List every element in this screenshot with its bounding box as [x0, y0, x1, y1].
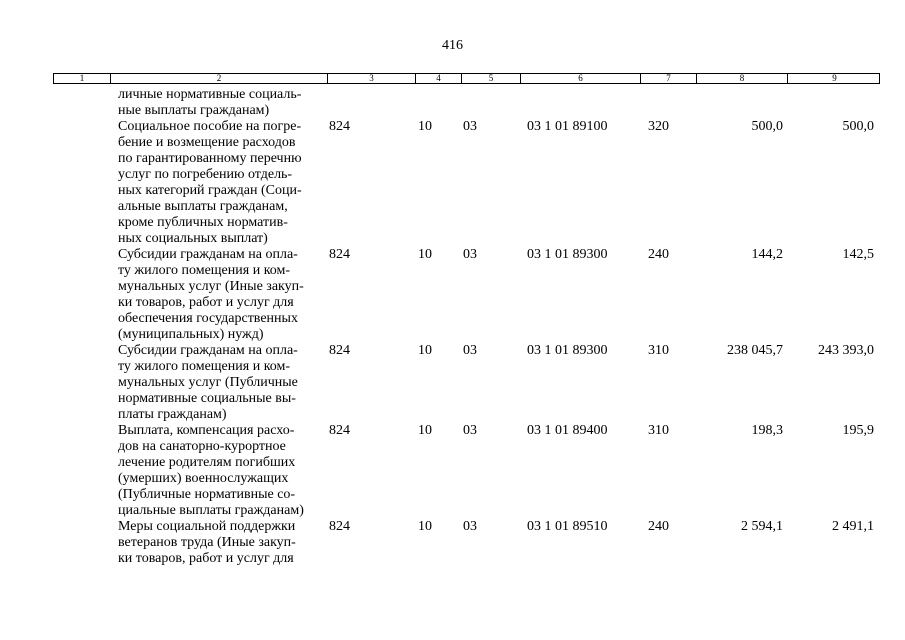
- cell-ministry-code: 824: [329, 119, 350, 134]
- desc-line: циальные выплаты гражданам): [118, 503, 304, 518]
- cell-expense-type: 240: [648, 247, 669, 262]
- desc-line: (умерших) военнослужащих: [118, 471, 289, 486]
- table-row: [0, 247, 905, 343]
- page-number: 416: [442, 38, 463, 53]
- cell-amount-2: 500,0: [842, 119, 874, 134]
- desc-line: мунальных услуг (Иные закуп-: [118, 279, 304, 294]
- desc-line: ки товаров, работ и услуг для: [118, 551, 294, 566]
- cell-section: 10: [418, 119, 432, 134]
- cell-subsection: 03: [463, 247, 477, 262]
- table-row: [0, 519, 905, 567]
- header-col-2: 2: [111, 74, 328, 83]
- cell-section: 10: [418, 247, 432, 262]
- desc-line: Субсидии гражданам на опла-: [118, 343, 298, 358]
- continuation-text: [118, 87, 323, 119]
- desc-line: (муниципальных) нужд): [118, 327, 264, 342]
- desc-line: ных социальных выплат): [118, 231, 268, 246]
- cell-subsection: 03: [463, 423, 477, 438]
- cell-subsection: 03: [463, 519, 477, 534]
- cell-target-article: 03 1 01 89510: [527, 519, 608, 534]
- header-col-1: 1: [54, 74, 111, 83]
- desc-line: бение и возмещение расходов: [118, 135, 296, 150]
- row-description: [118, 119, 323, 247]
- cell-section: 10: [418, 423, 432, 438]
- desc-line: дов на санаторно-курортное: [118, 439, 286, 454]
- cell-expense-type: 310: [648, 423, 669, 438]
- desc-line: (Публичные нормативные со-: [118, 487, 296, 502]
- desc-line: мунальных услуг (Публичные: [118, 375, 298, 390]
- cell-amount-1: 144,2: [751, 247, 783, 262]
- table-row: [0, 423, 905, 519]
- cell-target-article: 03 1 01 89100: [527, 119, 608, 134]
- cell-amount-2: 2 491,1: [832, 519, 874, 534]
- desc-line: по гарантированному перечню: [118, 151, 302, 166]
- cell-expense-type: 320: [648, 119, 669, 134]
- cell-amount-1: 198,3: [751, 423, 783, 438]
- desc-line: ту жилого помещения и ком-: [118, 263, 291, 278]
- desc-line: нормативные социальные вы-: [118, 391, 296, 406]
- cell-section: 10: [418, 343, 432, 358]
- header-col-7: 7: [641, 74, 697, 83]
- cell-target-article: 03 1 01 89300: [527, 343, 608, 358]
- desc-line: Субсидии гражданам на опла-: [118, 247, 298, 262]
- desc-line: Социальное пособие на погре-: [118, 119, 302, 134]
- desc-line: услуг по погребению отдель-: [118, 167, 293, 182]
- table-row: [0, 343, 905, 423]
- desc-line: кроме публичных норматив-: [118, 215, 288, 230]
- header-col-5: 5: [462, 74, 521, 83]
- cell-target-article: 03 1 01 89400: [527, 423, 608, 438]
- cell-target-article: 03 1 01 89300: [527, 247, 608, 262]
- desc-line: альные выплаты гражданам,: [118, 199, 288, 214]
- cell-amount-1: 2 594,1: [741, 519, 783, 534]
- row-description: [118, 519, 323, 567]
- desc-line: ветеранов труда (Иные закуп-: [118, 535, 296, 550]
- header-col-8: 8: [697, 74, 788, 83]
- cell-amount-2: 142,5: [842, 247, 874, 262]
- cell-ministry-code: 824: [329, 247, 350, 262]
- header-col-3: 3: [328, 74, 416, 83]
- desc-line: лечение родителям погибших: [118, 455, 296, 470]
- table-body: [0, 87, 905, 567]
- cell-expense-type: 310: [648, 343, 669, 358]
- continuation-row: [0, 87, 905, 119]
- header-col-9: 9: [832, 73, 837, 83]
- header-col-6: 6: [521, 74, 641, 83]
- cell-amount-2: 195,9: [842, 423, 874, 438]
- cell-subsection: 03: [463, 343, 477, 358]
- desc-line: Выплата, компенсация расхо-: [118, 423, 295, 438]
- row-description: [118, 343, 323, 423]
- cell-ministry-code: 824: [329, 343, 350, 358]
- header-col-4: 4: [416, 74, 462, 83]
- table-header: [53, 73, 880, 84]
- desc-line: ту жилого помещения и ком-: [118, 359, 291, 374]
- row-description: [118, 423, 323, 519]
- cell-ministry-code: 824: [329, 519, 350, 534]
- desc-line: ки товаров, работ и услуг для: [118, 295, 294, 310]
- cell-expense-type: 240: [648, 519, 669, 534]
- cell-subsection: 03: [463, 119, 477, 134]
- desc-line: личные нормативные социаль-: [118, 87, 302, 102]
- desc-line: Меры социальной поддержки: [118, 519, 296, 534]
- cell-amount-1: 238 045,7: [727, 343, 783, 358]
- cell-ministry-code: 824: [329, 423, 350, 438]
- cell-amount-1: 500,0: [751, 119, 783, 134]
- cell-section: 10: [418, 519, 432, 534]
- table-row: [0, 119, 905, 247]
- desc-line: платы гражданам): [118, 407, 227, 422]
- desc-line: ные выплаты гражданам): [118, 103, 270, 118]
- desc-line: ных категорий граждан (Соци-: [118, 183, 302, 198]
- row-description: [118, 247, 323, 343]
- cell-amount-2: 243 393,0: [818, 343, 874, 358]
- desc-line: обеспечения государственных: [118, 311, 298, 326]
